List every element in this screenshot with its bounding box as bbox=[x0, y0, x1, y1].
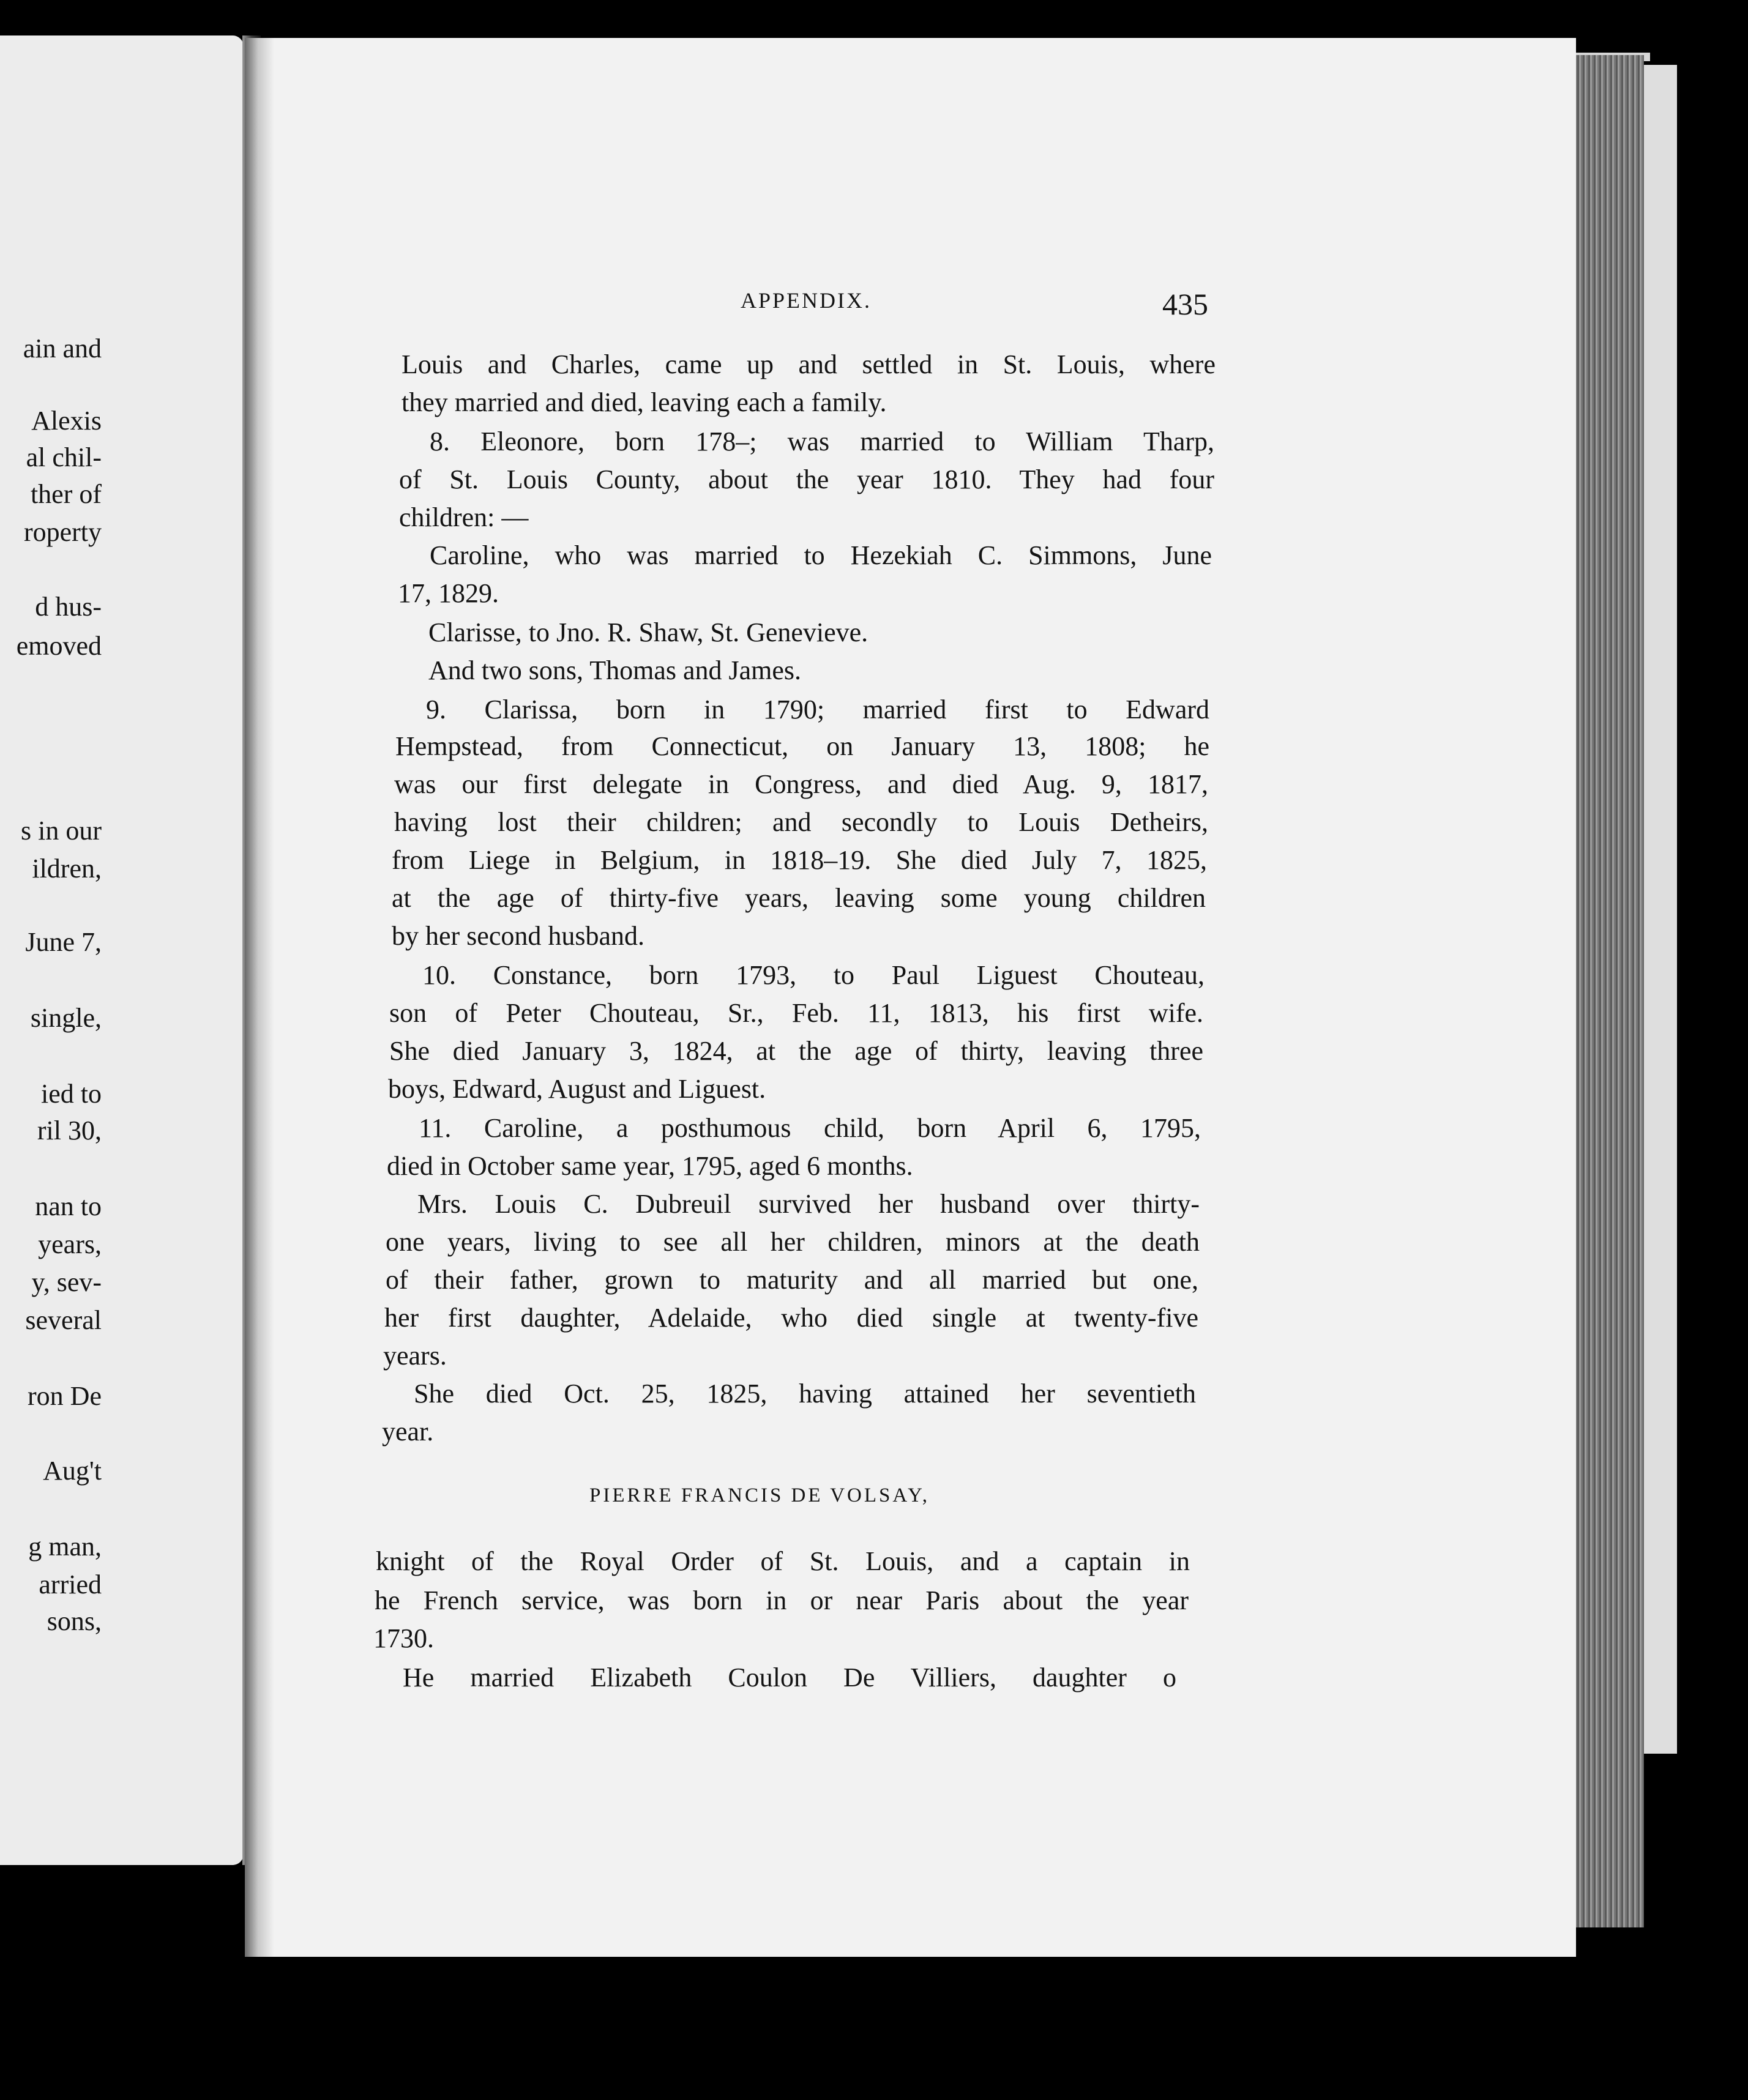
running-title: APPENDIX. bbox=[741, 288, 872, 313]
facing-page-text-line: several bbox=[25, 1305, 102, 1335]
facing-page-text-line: Aug't bbox=[43, 1456, 102, 1486]
facing-page-text-line: ied to bbox=[41, 1079, 102, 1109]
body-text-line: her first daughter, Adelaide, who died single at twenty-five bbox=[384, 1303, 1198, 1333]
body-text-line: And two sons, Thomas and James. bbox=[428, 655, 802, 685]
body-text-line: She died January 3, 1824, at the age of thirty, leaving three bbox=[389, 1036, 1203, 1066]
gutter-shadow bbox=[245, 38, 274, 1957]
body-text-line: Mrs. Louis C. Dubreuil survived her husband over thirty- bbox=[417, 1189, 1200, 1219]
facing-page-text-line: June 7, bbox=[25, 927, 102, 957]
body-text-line: he French service, was born in or near Paris about the year bbox=[375, 1585, 1189, 1615]
body-text-line: boys, Edward, August and Liguest. bbox=[388, 1074, 766, 1104]
body-text-line: from Liege in Belgium, in 1818–19. She died July 7, 1825, bbox=[392, 845, 1207, 875]
page-stack-edges bbox=[1572, 55, 1644, 1927]
facing-page-text-line: ther of bbox=[30, 479, 102, 509]
body-text-line: Caroline, who was married to Hezekiah C. Simmons, June bbox=[430, 540, 1212, 570]
facing-page-text-line: single, bbox=[30, 1003, 102, 1033]
facing-page-text-line: s in our bbox=[21, 816, 102, 846]
body-text-line: years. bbox=[383, 1341, 447, 1371]
section-heading: PIERRE FRANCIS DE VOLSAY, bbox=[589, 1484, 930, 1506]
facing-page-left bbox=[0, 35, 244, 1865]
facing-page-text-line: g man, bbox=[28, 1532, 102, 1562]
facing-page-text-line: ron De bbox=[28, 1381, 102, 1411]
body-text-line: one years, living to see all her children, minors at the death bbox=[386, 1227, 1200, 1257]
body-text-line: of St. Louis County, about the year 1810. They had four bbox=[399, 464, 1214, 494]
page-number: 435 bbox=[1162, 287, 1208, 321]
facing-page-text-line: d hus- bbox=[35, 592, 102, 622]
body-text-line: was our first delegate in Congress, and died Aug. 9, 1817, bbox=[394, 769, 1208, 799]
body-text-line: died in October same year, 1795, aged 6 months. bbox=[387, 1151, 913, 1181]
body-text-line: of their father, grown to maturity and all married but one, bbox=[386, 1265, 1198, 1295]
body-text-line: they married and died, leaving each a family. bbox=[402, 387, 887, 417]
body-text-line: She died Oct. 25, 1825, having attained her seventieth bbox=[414, 1379, 1196, 1409]
body-text-line: 10. Constance, born 1793, to Paul Liguest Chouteau, bbox=[422, 960, 1205, 990]
facing-page-text-line: nan to bbox=[35, 1191, 102, 1221]
facing-page-text-line: ain and bbox=[23, 333, 102, 363]
body-text-line: 8. Eleonore, born 178–; was married to William Tharp, bbox=[430, 426, 1214, 456]
facing-page-text-line: roperty bbox=[23, 517, 102, 547]
body-text-line: having lost their children; and secondly to Louis Detheirs, bbox=[394, 807, 1208, 837]
facing-page-text-line: years, bbox=[38, 1229, 102, 1259]
facing-page-text-line: ildren, bbox=[32, 854, 102, 884]
body-text-line: Clarisse, to Jno. R. Shaw, St. Genevieve. bbox=[428, 617, 868, 647]
facing-page-text-line: sons, bbox=[47, 1606, 102, 1636]
body-text-line: son of Peter Chouteau, Sr., Feb. 11, 1813, his first wife. bbox=[389, 998, 1203, 1028]
back-cover-edge bbox=[1644, 65, 1677, 1754]
facing-page-text-line: y, sev- bbox=[31, 1267, 102, 1297]
body-text-line: year. bbox=[382, 1417, 434, 1447]
facing-page-text-line: emoved bbox=[16, 631, 102, 661]
body-text-line: knight of the Royal Order of St. Louis, and a captain in bbox=[376, 1546, 1190, 1576]
body-text-line: 17, 1829. bbox=[398, 578, 499, 608]
body-text-line: Louis and Charles, came up and settled in St. Louis, where bbox=[402, 349, 1216, 379]
body-text-line: 11. Caroline, a posthumous child, born April 6, 1795, bbox=[419, 1113, 1201, 1143]
body-text-line: 1730. bbox=[373, 1623, 434, 1653]
body-text-line: He married Elizabeth Coulon De Villiers, daughter o bbox=[403, 1662, 1176, 1692]
body-text-line: at the age of thirty-five years, leaving some young children bbox=[392, 883, 1206, 913]
body-text-line: 9. Clarissa, born in 1790; married first to Edward bbox=[426, 694, 1209, 724]
facing-page-text-line: al chil- bbox=[26, 442, 102, 472]
body-text-line: children: — bbox=[399, 502, 529, 532]
body-text-line: Hempstead, from Connecticut, on January 13, 1808; he bbox=[395, 731, 1209, 761]
body-text-line: by her second husband. bbox=[392, 921, 645, 951]
facing-page-text-line: ril 30, bbox=[37, 1115, 102, 1145]
facing-page-text-line: arried bbox=[39, 1569, 102, 1599]
facing-page-text-line: Alexis bbox=[31, 406, 102, 436]
